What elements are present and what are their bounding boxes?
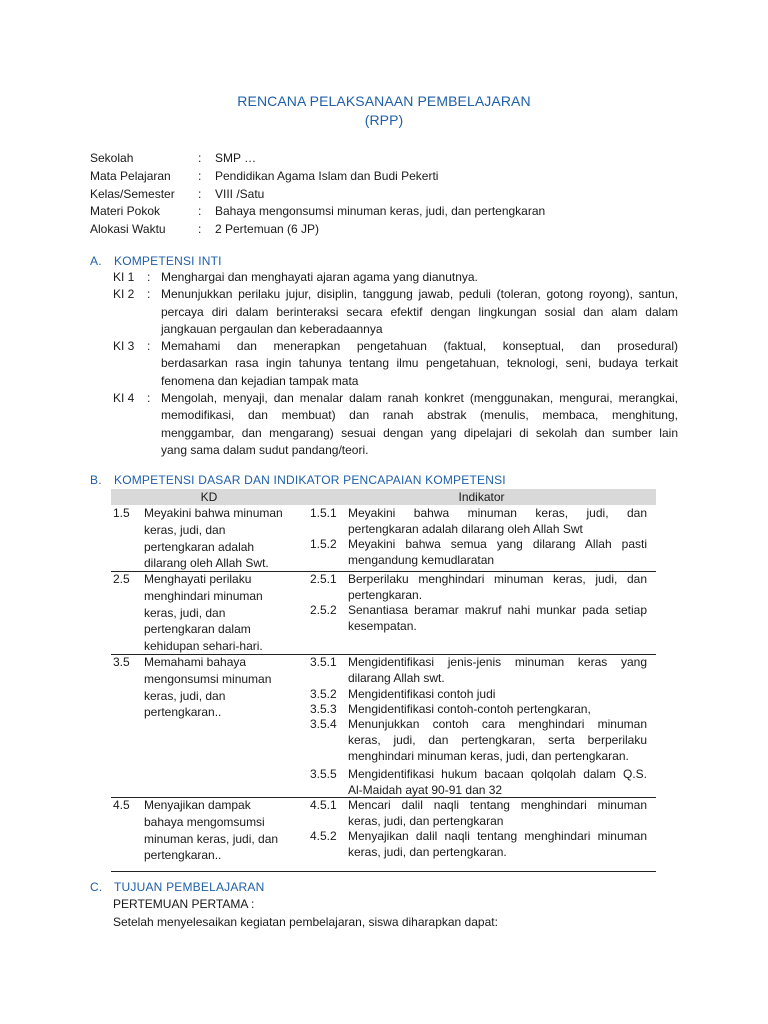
identity-value: Bahaya mengonsumsi minuman keras, judi, dan pertengkaran	[215, 204, 546, 219]
kd-text	[144, 654, 294, 721]
kd-text-line: menghindari minuman	[144, 588, 263, 603]
kd-text-line: pertengkaran adalah	[144, 539, 255, 554]
ki-item	[113, 286, 678, 338]
identity-value: Pendidikan Agama Islam dan Budi Pekerti	[215, 168, 439, 183]
indikator-text-line: Menunjukkan contoh cara menghindari minuman	[348, 717, 647, 731]
identity-value: SMP …	[215, 151, 257, 165]
kd-text-line: Memahami bahaya	[144, 655, 247, 669]
kd-text	[144, 505, 294, 572]
indikator-number: 4.5.2	[310, 829, 337, 843]
ki-text-line: berdasarkan rasa ingin tahunya tentang ilmu pengetahuan, teknologi, seni, budaya terkait	[161, 356, 678, 371]
identity-colon: :	[198, 186, 202, 201]
kd-text-line: keras, judi, dan	[144, 688, 226, 703]
identity-value: VIII /Satu	[215, 186, 265, 201]
meeting-label: PERTEMUAN PERTAMA :	[113, 897, 255, 911]
indikator-number: 1.5.1	[310, 506, 337, 520]
kd-row	[111, 654, 656, 797]
ki-code: KI 3	[113, 339, 135, 354]
ki-text	[161, 338, 678, 390]
identity-label: Alokasi Waktu	[90, 222, 166, 237]
indikator-number: 3.5.1	[310, 655, 337, 669]
ki-colon: :	[147, 339, 151, 354]
indikator-text-line: dilarang Allah swt.	[348, 671, 445, 685]
indikator-text	[348, 536, 647, 568]
section-c-heading	[90, 880, 265, 894]
indikator-number: 4.5.1	[310, 798, 337, 812]
ki-code: KI 2	[113, 287, 135, 302]
identity-colon: :	[198, 168, 202, 183]
indikator-text	[348, 766, 647, 798]
indikator-text	[348, 602, 647, 634]
indikator-text	[348, 571, 647, 603]
indikator-text-line: keras, judi, dan pertengkaran.	[348, 845, 507, 859]
identity-label: Kelas/Semester	[90, 186, 175, 201]
identity-colon: :	[198, 222, 202, 237]
indikator-text-line: Mengidentifikasi hukum bacaan qolqolah dalam Q.S.	[348, 767, 647, 781]
identity-label: Materi Pokok	[90, 204, 161, 219]
identity-table	[90, 150, 545, 239]
indikator-text-line: Mengidentifikasi contoh-contoh pertengkaran,	[348, 702, 591, 716]
ki-text-line: Mengolah, menyaji, dan menalar dalam ranah konkret (menggunakan, mengurai, merangkai,	[161, 391, 678, 406]
section-a-heading	[90, 254, 222, 268]
indikator-text-line: Al-Maidah ayat 90-91 dan 32	[348, 783, 503, 797]
indikator-text-line: keras, judi, dan pertengkaran, serta berperilaku	[348, 733, 647, 747]
kd-text-line: bahaya mengomsumsi	[144, 814, 265, 829]
header-kd: KD	[200, 490, 218, 504]
ki-text-line: menggambar, dan mengarang) sesuai dengan yang dipelajari di sekolah dan sumber lain	[161, 425, 678, 440]
ki-text-line: Menunjukkan perilaku jujur, disiplin, tanggung jawab, peduli (toleran, gotong royong), santun,	[161, 287, 678, 302]
kd-number: 2.5	[113, 572, 130, 586]
indikator-text-line: pertengkaran.	[348, 588, 423, 602]
indikator-text-line: keras, judi, dan pertengkaran	[348, 814, 504, 828]
indikator-text-line: Mengidentifikasi jenis-jenis minuman keras yang	[348, 655, 647, 669]
ki-colon: :	[147, 391, 151, 406]
indikator-text	[348, 701, 647, 717]
indikator-text-line: menghindari minuman keras, judi, dan pertengkaran.	[348, 749, 629, 763]
indikator-text-line: Meyakini bahwa semua yang dilarang Allah pasti	[348, 537, 647, 551]
ki-item	[113, 338, 678, 390]
row-separator	[111, 871, 656, 872]
section-b-heading	[90, 473, 506, 487]
ki-text-line: yang sama dalam sudut pandang/teori.	[161, 442, 369, 457]
indikator-text	[348, 505, 647, 537]
indikator-number: 2.5.2	[310, 603, 337, 617]
kd-text-line: minuman keras, judi, dan	[144, 831, 279, 846]
ki-code: KI 1	[113, 270, 135, 284]
indikator-text-line: mengandung kemudlaratan	[348, 553, 495, 567]
kompetensi-inti-list	[113, 269, 678, 459]
identity-label: Sekolah	[90, 151, 134, 165]
kd-text-line: Menyajikan dampak	[144, 798, 251, 812]
identity-colon: :	[198, 204, 202, 219]
indikator-number: 3.5.2	[310, 687, 337, 701]
ki-text	[161, 269, 678, 286]
identity-row	[90, 221, 545, 239]
indikator-text	[348, 828, 647, 860]
ki-text	[161, 286, 678, 338]
kd-row	[111, 571, 656, 654]
kd-text-line: keras, judi, dan	[144, 605, 226, 620]
indikator-text-line: Mengidentifikasi contoh judi	[348, 687, 496, 701]
identity-row	[90, 150, 545, 168]
indikator-text-line: Meyakini bahwa minuman keras, judi, dan	[348, 506, 647, 520]
kd-text-line: kehidupan sehari-hari.	[144, 639, 263, 654]
identity-label: Mata Pelajaran	[90, 168, 171, 183]
indikator-text	[348, 686, 647, 702]
ki-text-line: memodifikasi, dan membuat) dan ranah abstrak (menulis, membaca, menghitung,	[161, 408, 678, 423]
ki-text-line: percaya diri dalam berinteraksi secara efektif dengan lingkungan sosial dan alam dalam	[161, 304, 678, 319]
indikator-text-line: Mencari dalil naqli tentang menghindari minuman	[348, 798, 647, 812]
section-letter: A.	[90, 254, 102, 268]
indikator-text-line: Berperilaku menghindari minuman keras, judi, dan	[348, 572, 647, 586]
indikator-number: 3.5.5	[310, 767, 337, 781]
ki-text	[161, 390, 678, 459]
indikator-number: 3.5.3	[310, 702, 337, 716]
kd-text	[144, 571, 294, 655]
kd-text	[144, 797, 294, 864]
ki-item	[113, 390, 678, 459]
ki-item	[113, 269, 678, 286]
ki-colon: :	[147, 270, 151, 284]
section-title: KOMPETENSI INTI	[114, 254, 222, 268]
kd-row	[111, 797, 656, 871]
identity-colon: :	[198, 151, 202, 165]
section-letter: C.	[90, 880, 103, 894]
ki-colon: :	[147, 287, 151, 302]
kd-number: 1.5	[113, 506, 130, 520]
indikator-number: 2.5.1	[310, 572, 337, 586]
section-letter: B.	[90, 473, 102, 487]
section-title: TUJUAN PEMBELAJARAN	[114, 880, 265, 894]
ki-text-line: fenomena dan kejadian tampak mata	[161, 373, 359, 388]
indikator-text-line: pertengkaran adalah dilarang oleh Allah Swt	[348, 522, 583, 536]
header-indikator: Indikator	[458, 490, 505, 504]
identity-row	[90, 203, 545, 221]
indikator-number: 1.5.2	[310, 537, 337, 551]
indikator-text-line: Menyajikan dalil naqli tentang menghindari minuman	[348, 829, 647, 843]
ki-text-line: jangkauan pergaulan dan keberadaannya	[161, 321, 383, 336]
kd-text-line: keras, judi, dan	[144, 522, 226, 537]
kd-text-line: Meyakini bahwa minuman	[144, 506, 283, 520]
kd-text-line: pertengkaran..	[144, 848, 222, 863]
indikator-text	[348, 716, 647, 764]
kd-text-line: mengonsumsi minuman	[144, 671, 272, 686]
ki-text-line: Menghargai dan menghayati ajaran agama yang dianutnya.	[161, 270, 478, 284]
identity-row	[90, 186, 545, 204]
kd-text-line: dilarang oleh Allah Swt.	[144, 556, 269, 571]
table-header	[111, 489, 656, 505]
kd-number: 3.5	[113, 655, 130, 669]
kd-text-line: pertengkaran dalam	[144, 622, 251, 637]
kd-row	[111, 505, 656, 571]
identity-value: 2 Pertemuan (6 JP)	[215, 222, 320, 237]
indikator-text-line: Senantiasa beramar makruf nahi munkar pada setiap	[348, 603, 647, 617]
kd-text-line: Menghayati perilaku	[144, 572, 252, 586]
indikator-text	[348, 797, 647, 829]
tujuan-intro: Setelah menyelesaikan kegiatan pembelajaran, siswa diharapkan dapat:	[113, 915, 498, 929]
kd-text-line: pertengkaran..	[144, 705, 222, 720]
indikator-number: 3.5.4	[310, 717, 337, 731]
identity-row	[90, 168, 545, 186]
kd-indikator-table	[111, 489, 656, 863]
ki-code: KI 4	[113, 391, 135, 406]
section-title: KOMPETENSI DASAR DAN INDIKATOR PENCAPAIAN KOMPETENSI	[114, 473, 506, 487]
kd-number: 4.5	[113, 798, 130, 812]
ki-text-line: Memahami dan menerapkan pengetahuan (faktual, konseptual, dan prosedural)	[161, 339, 678, 354]
indikator-text	[348, 654, 647, 686]
indikator-text-line: kesempatan.	[348, 619, 417, 633]
document-title: RENCANA PELAKSANAAN PEMBELAJARAN	[237, 93, 531, 109]
document-subtitle: (RPP)	[364, 112, 404, 128]
